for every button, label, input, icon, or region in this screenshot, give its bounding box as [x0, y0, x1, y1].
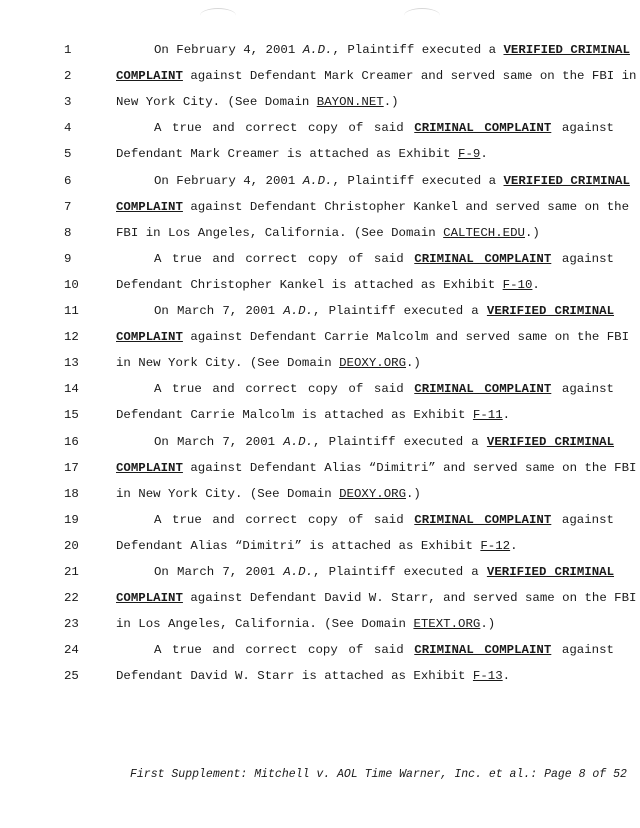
emphasis-term: VERIFIED CRIMINAL [503, 43, 630, 57]
text-run: .) [406, 356, 421, 371]
line-number: 13 [64, 356, 79, 371]
line-number: 22 [64, 591, 79, 606]
line-number: 15 [64, 408, 79, 423]
line-text [116, 197, 630, 217]
text-run: in New York City. (See Domain [116, 486, 340, 501]
text-run: against Defendant Christopher Kankel and served same on the [182, 199, 630, 214]
text-run: .) [480, 617, 496, 632]
pleading-line [0, 249, 640, 269]
italic-text: A.D. [283, 304, 314, 318]
line-text [116, 301, 614, 321]
text-run: . [532, 277, 540, 292]
underlined-reference: F-9 [458, 147, 481, 162]
pleading-line [0, 458, 640, 478]
line-text [116, 405, 614, 425]
line-text [116, 562, 614, 582]
text-run: Defendant Carrie Malcolm is attached as Exhibit [116, 408, 473, 423]
underlined-reference: BAYON.NET [316, 95, 384, 110]
pleading-line [0, 353, 640, 373]
pleading-line [0, 197, 640, 217]
pleading-line [0, 66, 640, 86]
text-run: On February 4, 2001 [154, 43, 303, 57]
line-number: 5 [64, 147, 72, 162]
text-run: . [480, 147, 488, 162]
line-text [116, 666, 614, 686]
italic-text: A.D. [302, 173, 333, 188]
line-text [116, 353, 614, 373]
text-run: against Defendant David W. Starr, and served same on the FBI [182, 591, 637, 606]
italic-text: A.D. [283, 434, 314, 449]
text-run: A true and correct copy of said [154, 121, 415, 136]
text-run: On March 7, 2001 [154, 565, 284, 579]
pleading-line [0, 171, 640, 191]
pleading-line [0, 666, 640, 686]
line-text [116, 614, 614, 634]
emphasis-term: CRIMINAL COMPLAINT [414, 251, 552, 266]
text-run: Defendant Mark Creamer is attached as Exhibit [116, 147, 459, 162]
emphasis-term: VERIFIED CRIMINAL [486, 304, 615, 318]
line-number: 3 [64, 95, 72, 110]
pleading-line [0, 92, 640, 112]
emphasis-term: COMPLAINT [116, 460, 183, 475]
line-number: 21 [64, 565, 79, 579]
emphasis-term: VERIFIED CRIMINAL [486, 565, 615, 579]
text-run: A true and correct copy of said [154, 643, 415, 658]
line-number: 9 [64, 251, 72, 266]
line-text [116, 484, 614, 504]
text-run: On March 7, 2001 [154, 434, 284, 449]
line-number: 11 [64, 304, 79, 318]
pleading-line [0, 484, 640, 504]
pleading-line [0, 614, 640, 634]
text-run: A true and correct copy of said [154, 382, 415, 397]
text-run: A true and correct copy of said [154, 251, 415, 266]
underlined-reference: F-12 [480, 538, 511, 553]
text-run: against [551, 121, 614, 136]
emphasis-term: COMPLAINT [116, 330, 183, 345]
line-text [116, 588, 637, 608]
text-run: , Plaintiff executed a [332, 173, 504, 188]
pleading-line [0, 536, 640, 556]
emphasis-term: COMPLAINT [116, 591, 183, 606]
underlined-reference: ETEXT.ORG [413, 617, 481, 632]
line-number: 7 [64, 199, 72, 214]
text-run: , Plaintiff executed a [313, 434, 487, 449]
pleading-line [0, 118, 640, 138]
pleading-line [0, 405, 640, 425]
text-run: against [551, 382, 614, 397]
text-run: , Plaintiff executed a [332, 43, 504, 57]
italic-text: A.D. [283, 565, 314, 579]
underlined-reference: CALTECH.EDU [443, 225, 525, 240]
pleading-line [0, 379, 640, 399]
emphasis-term: CRIMINAL COMPLAINT [414, 121, 552, 136]
underlined-reference: F-11 [472, 408, 503, 423]
italic-text: A.D. [302, 43, 333, 57]
line-text [116, 275, 614, 295]
line-text [116, 327, 630, 347]
emphasis-term: COMPLAINT [116, 199, 183, 214]
emphasis-term: VERIFIED CRIMINAL [503, 173, 630, 188]
line-text [116, 432, 614, 452]
text-run: against Defendant Mark Creamer and served same on the FBI in [182, 69, 637, 84]
pleading-line [0, 327, 640, 347]
text-run: New York City. (See Domain [116, 95, 317, 110]
line-text [116, 249, 614, 269]
line-number: 18 [64, 486, 79, 501]
line-text [116, 171, 630, 191]
pleading-line [0, 510, 640, 530]
text-run: On February 4, 2001 [154, 173, 303, 188]
line-number: 6 [64, 173, 72, 188]
line-text [116, 458, 637, 478]
text-run: in New York City. (See Domain [116, 356, 340, 371]
text-run: A true and correct copy of said [154, 512, 415, 527]
text-run: against [551, 251, 614, 266]
line-number: 4 [64, 121, 72, 136]
text-run: against [551, 643, 614, 658]
text-run: in Los Angeles, California. (See Domain [116, 617, 414, 632]
pleading-line [0, 301, 640, 321]
line-number: 16 [64, 434, 79, 449]
pleading-line [0, 223, 640, 243]
emphasis-term: CRIMINAL COMPLAINT [414, 382, 552, 397]
line-number: 17 [64, 460, 79, 475]
line-number: 1 [64, 43, 72, 57]
text-run: On March 7, 2001 [154, 304, 284, 318]
text-run: .) [524, 225, 540, 240]
line-text [116, 118, 614, 138]
line-number: 10 [64, 277, 79, 292]
line-text [116, 66, 637, 86]
text-run: FBI in Los Angeles, California. (See Domain [116, 225, 444, 240]
line-number: 8 [64, 225, 72, 240]
line-number: 25 [64, 669, 79, 684]
line-text [116, 536, 614, 556]
text-run: against [551, 512, 614, 527]
text-run: , Plaintiff executed a [313, 304, 487, 318]
line-text [116, 379, 614, 399]
line-number: 14 [64, 382, 79, 397]
line-number: 12 [64, 330, 79, 345]
text-run: . [502, 669, 511, 684]
punch-hole-mark [404, 8, 440, 23]
line-number: 19 [64, 512, 79, 527]
text-run: , Plaintiff executed a [313, 565, 487, 579]
text-run: Defendant David W. Starr is attached as Exhibit [116, 669, 473, 684]
pleading-line [0, 562, 640, 582]
line-text [116, 223, 614, 243]
page-footer: First Supplement: Mitchell v. AOL Time Warner, Inc. et al.: Page 8 of 52 [130, 768, 627, 781]
text-run: against Defendant Carrie Malcolm and served same on the FBI [182, 330, 630, 345]
text-run: .) [383, 95, 399, 110]
text-run: Defendant Alias “Dimitri” is attached as Exhibit [116, 538, 481, 553]
emphasis-term: COMPLAINT [116, 69, 183, 84]
pleading-line [0, 640, 640, 660]
emphasis-term: VERIFIED CRIMINAL [486, 434, 615, 449]
text-run: . [510, 538, 518, 553]
text-run: against Defendant Alias “Dimitri” and served same on the FBI [182, 460, 637, 475]
line-number: 23 [64, 617, 79, 632]
line-text [116, 640, 614, 660]
pleading-line [0, 275, 640, 295]
emphasis-term: CRIMINAL COMPLAINT [414, 643, 552, 658]
line-text [116, 40, 630, 60]
text-run: .) [406, 486, 421, 501]
pleading-line [0, 40, 640, 60]
underlined-reference: F-10 [502, 277, 533, 292]
line-text [116, 510, 614, 530]
emphasis-term: CRIMINAL COMPLAINT [414, 512, 552, 527]
line-number: 2 [64, 69, 72, 84]
punch-hole-mark [200, 8, 236, 23]
pleading-line [0, 144, 640, 164]
text-run: Defendant Christopher Kankel is attached as Exhibit [116, 277, 503, 292]
underlined-reference: DEOXY.ORG [339, 486, 406, 501]
text-run: . [502, 408, 511, 423]
pleading-line [0, 432, 640, 452]
line-text [116, 144, 614, 164]
line-number: 20 [64, 538, 79, 553]
underlined-reference: DEOXY.ORG [339, 356, 406, 371]
line-number: 24 [64, 643, 79, 658]
underlined-reference: F-13 [472, 669, 503, 684]
line-text [116, 92, 614, 112]
pleading-line [0, 588, 640, 608]
